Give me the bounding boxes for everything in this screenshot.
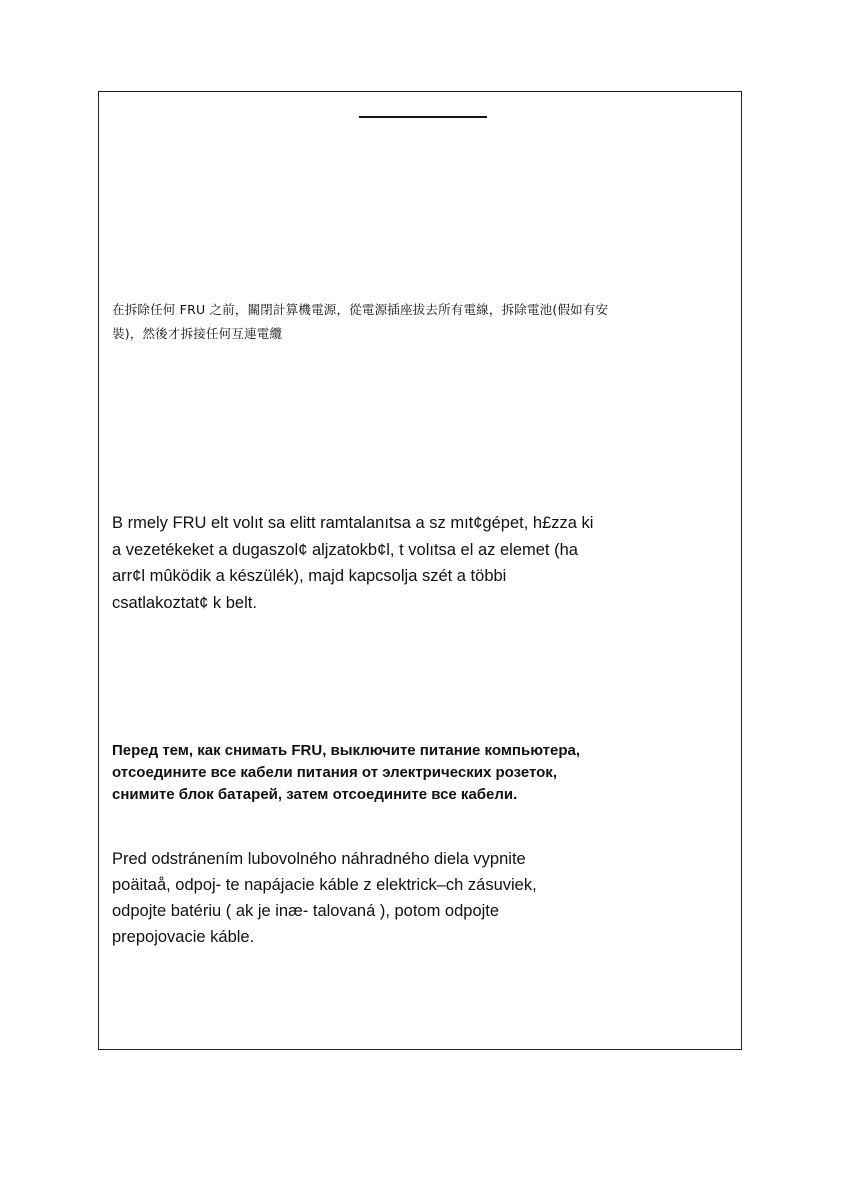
title-underline [359, 116, 487, 118]
notice-chinese: 在拆除任何 FRU 之前，關閉計算機電源，從電源插座拔去所有電線，拆除電池(假如有安裝)，然後才拆接任何互連電纜 [112, 302, 609, 341]
notice-slovak: Pred odstránením lubovolného náhradného diela vypnite poäitaå, odpoj- te napájacie káble z elektrick–ch zásuviek, odpojte batériu ( ak je inæ- talovaná ), potom odpojte prepojovacie káble. [112, 850, 537, 946]
notice-hungarian: B rmely FRU elt volıt sa elitt ramtalanıtsa a sz mıt¢gépet, h£zza ki a vezetékeket a dugaszol¢ aljzatokb¢l, t volıtsa el az elemet (ha arr¢l mûködik a készülék), majd kapcsolja szét a többi csatlakoztat¢ k belt. [112, 514, 594, 612]
notice-russian: Перед тем, как снимать FRU, выключите питание компьютера, отсоедините все кабели питания от электрических розеток, снимите блок батарей, затем отсоедините все кабели. [112, 742, 581, 803]
